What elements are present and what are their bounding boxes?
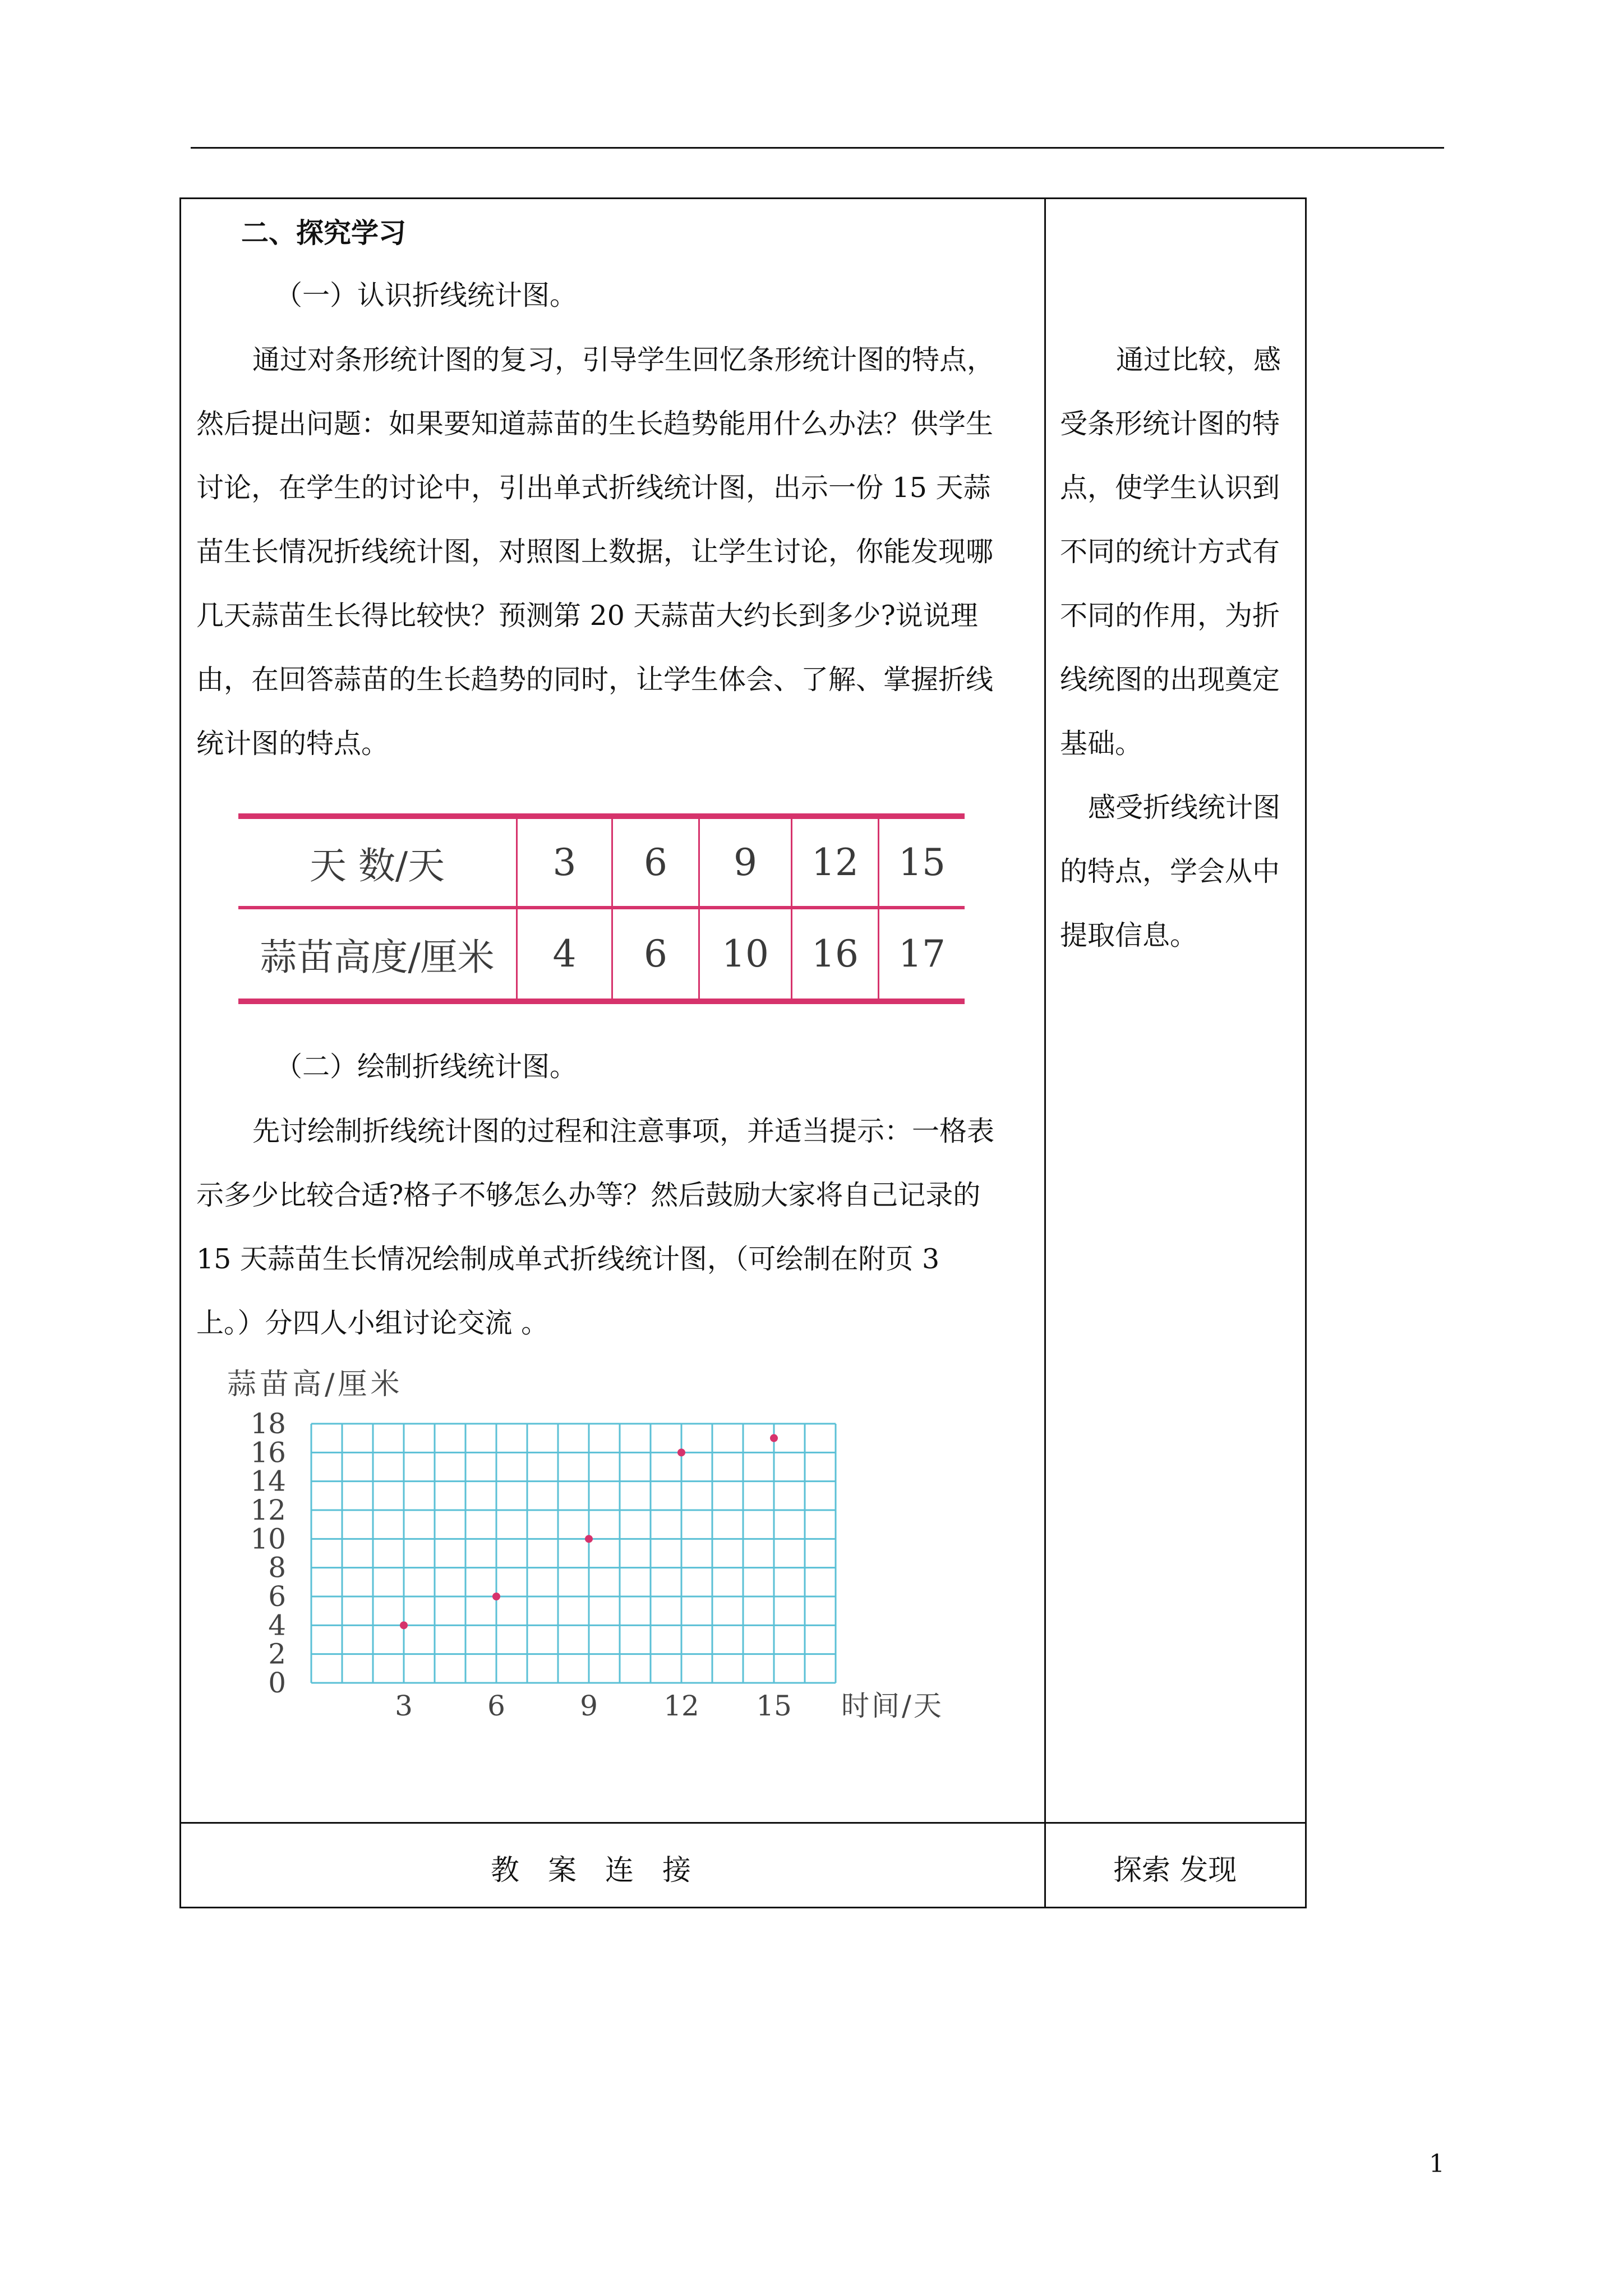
- note-line: 提取信息。: [1060, 919, 1198, 951]
- note-line: 基础。: [1060, 728, 1143, 760]
- data-point: [492, 1593, 500, 1600]
- x-tick-label: 12: [663, 1690, 699, 1722]
- page-number: 1: [1429, 2150, 1445, 2178]
- header-rule: [191, 147, 1444, 149]
- note-line: 点，使学生认识到: [1060, 472, 1280, 504]
- height-value: 16: [811, 932, 859, 976]
- height-value: 4: [552, 932, 577, 976]
- paragraph-line: 上。）分四人小组讨论交流 。: [196, 1307, 549, 1339]
- x-tick-label: 3: [395, 1690, 413, 1722]
- day-value: 6: [644, 841, 667, 884]
- note-line: 不同的作用，为折: [1060, 600, 1280, 632]
- y-tick-label: 6: [268, 1580, 286, 1613]
- height-value: 10: [722, 932, 769, 976]
- paragraph-line: 由，在回答蒜苗的生长趋势的同时，让学生体会、了解、掌握折线: [196, 664, 994, 696]
- height-value: 17: [898, 932, 946, 976]
- x-tick-label: 6: [487, 1690, 505, 1722]
- data-point: [677, 1448, 685, 1456]
- y-tick-label: 12: [250, 1494, 286, 1526]
- y-tick-label: 14: [250, 1465, 286, 1498]
- day-value: 9: [734, 841, 757, 884]
- table-top-rule: [238, 813, 965, 819]
- table-bottom-rule: [238, 999, 965, 1004]
- paragraph-line: 讨论，在学生的讨论中，引出单式折线统计图，出示一份 15 天蒜: [196, 472, 991, 504]
- footer-explore: 探索 发现: [1113, 1854, 1237, 1887]
- x-tick-label: 15: [756, 1690, 792, 1722]
- y-tick-label: 10: [250, 1522, 286, 1556]
- footer-lesson-link: 教 案 连 接: [491, 1854, 691, 1887]
- paragraph-2: [196, 1099, 1035, 1355]
- paragraph-line: 几天蒜苗生长得比较快？预测第 20 天蒜苗大约长到多少?说说理: [196, 600, 978, 632]
- paragraph-line: 然后提出问题：如果要知道蒜苗的生长趋势能用什么办法？供学生: [196, 408, 994, 440]
- y-tick-label: 8: [268, 1551, 286, 1584]
- growth-data-table: [238, 813, 965, 1004]
- paragraph-line: 先讨绘制折线统计图的过程和注意事项，并适当提示：一格表: [252, 1115, 995, 1147]
- paragraph-line: 通过对条形统计图的复习，引导学生回忆条形统计图的特点，: [252, 344, 995, 376]
- y-tick-label: 18: [250, 1407, 286, 1440]
- data-point: [770, 1434, 778, 1442]
- day-value: 12: [811, 841, 859, 884]
- note-line: 感受折线统计图: [1088, 792, 1281, 823]
- note-line: 线统图的出现奠定: [1060, 664, 1280, 696]
- y-axis-title: 蒜苗高/厘米: [227, 1368, 403, 1401]
- subsection-1-heading: （一）认识折线统计图。: [275, 279, 578, 311]
- data-point: [585, 1535, 593, 1543]
- y-tick-label: 4: [268, 1609, 286, 1642]
- growth-scatter-chart: [216, 1360, 1007, 1725]
- y-tick-label: 2: [268, 1637, 286, 1671]
- x-axis-title: 时间/天: [841, 1690, 944, 1722]
- note-line: 受条形统计图的特: [1060, 408, 1280, 440]
- paragraph-line: 15 天蒜苗生长情况绘制成单式折线统计图，（可绘制在附页 3: [196, 1243, 940, 1275]
- paragraph-1: [196, 328, 1035, 776]
- day-value: 15: [898, 841, 946, 884]
- paragraph-line: 统计图的特点。: [196, 728, 389, 760]
- height-value: 6: [644, 932, 667, 976]
- note-line: 通过比较，感: [1116, 344, 1281, 376]
- y-tick-label: 16: [250, 1436, 286, 1469]
- day-value: 3: [552, 841, 577, 884]
- subsection-2-heading: （二）绘制折线统计图。: [275, 1051, 578, 1083]
- data-point: [400, 1621, 408, 1629]
- paragraph-line: 示多少比较合适?格子不够怎么办等？然后鼓励大家将自己记录的: [196, 1179, 981, 1211]
- footer-divider: [179, 1822, 1307, 1824]
- y-tick-label: 0: [268, 1667, 286, 1699]
- note-line: 不同的统计方式有: [1060, 536, 1280, 568]
- row-label-days: 天 数/天: [309, 844, 445, 887]
- column-divider: [1044, 197, 1046, 1908]
- right-column-notes: [1060, 328, 1307, 968]
- section-title: 二、探究学习: [241, 217, 407, 249]
- x-tick-label: 9: [580, 1690, 598, 1722]
- paragraph-line: 苗生长情况折线统计图，对照图上数据，让学生讨论，你能发现哪: [196, 536, 994, 568]
- row-label-height: 蒜苗高度/厘米: [260, 936, 495, 979]
- note-line: 的特点，学会从中: [1060, 855, 1280, 887]
